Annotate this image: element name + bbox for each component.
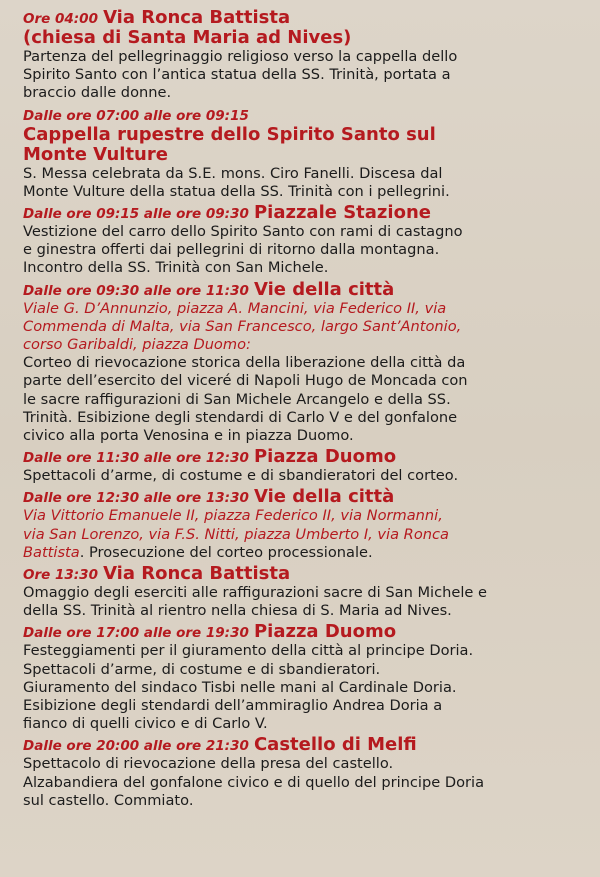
entry-title-line: Monte Vulture xyxy=(23,143,168,165)
entry-time: Dalle ore 20:00 alle ore 21:30 xyxy=(23,738,249,755)
entry-title: Via Ronca Battista xyxy=(103,7,291,28)
schedule-entry xyxy=(23,487,590,562)
entry-time: Dalle ore 12:30 alle ore 13:30 xyxy=(23,490,249,507)
schedule-entry xyxy=(23,735,590,810)
entry-description: Festeggiamenti per il giuramento della città al principe Doria. Spettacoli d’arme, di costume e di sbandieratori. Giuramento del sindaco Tisbi nelle mani al Cardinale Doria. Esibizione degli stendardi dell’ammiraglio Andrea Doria a fianco di quelli civico e di Carlo V. xyxy=(23,642,474,733)
entry-time: Dalle ore 09:15 alle ore 09:30 xyxy=(23,206,249,223)
entry-description: S. Messa celebrata da S.E. mons. Ciro Fanelli. Discesa dal Monte Vulture della statua della SS. Trinità con i pellegrini. xyxy=(23,164,450,200)
entry-title: Vie della città xyxy=(253,278,395,300)
entry-description-tail: . Prosecuzione del corteo processionale. xyxy=(79,543,373,561)
entry-title-line: Cappella rupestre dello Spirito Santo sul xyxy=(23,123,436,145)
schedule-entry xyxy=(23,105,590,201)
entry-time: Dalle ore 17:00 alle ore 19:30 xyxy=(23,625,249,642)
entry-description: Spettacoli d’arme, di costume e di sbandieratori del corteo. xyxy=(23,467,459,485)
entry-time: Dalle ore 09:30 alle ore 11:30 xyxy=(23,282,249,299)
entry-description: Omaggio degli eserciti alle raffigurazioni sacre di San Michele e della SS. Trinità al rientro nella chiesa di S. Maria ad Nives. xyxy=(23,584,488,620)
entry-title: Piazzale Stazione xyxy=(253,202,431,224)
entry-description: Vestizione del carro dello Spirito Santo con rami di castagno e ginestra offerti dai pellegrini di ritorno dalla montagna. Incontro della SS. Trinità con San Michele. xyxy=(23,223,463,277)
entry-title: Piazza Duomo xyxy=(253,621,397,643)
entry-title: Piazza Duomo xyxy=(253,446,397,468)
entry-title: Castello di Melfi xyxy=(253,734,417,756)
entry-time: Ore 04:00 xyxy=(23,11,98,27)
entry-description: Corteo di rievocazione storica della liberazione della città da parte dell’esercito del viceré di Napoli Hugo de Moncada con le sacre raffigurazioni di San Michele Arcangelo e della SS. Trinità. Esibizione degli stendardi di Carlo V e del gonfalone civico alla porta Venosina e in piazza Duomo. xyxy=(23,354,468,445)
entry-title-line: (chiesa di Santa Maria ad Nives) xyxy=(23,27,352,48)
entry-title: Via Ronca Battista xyxy=(103,563,291,585)
schedule-entry xyxy=(23,203,590,278)
schedule-entry xyxy=(23,622,590,733)
entry-route: Via Vittorio Emanuele II, piazza Federico II, via Normanni, via San Lorenzo, via F.S. Nitti, piazza Umberto I, via Ronca xyxy=(23,507,449,543)
entry-time: Dalle ore 11:30 alle ore 12:30 xyxy=(23,450,249,467)
schedule-entry xyxy=(23,8,590,103)
entry-description: Spettacolo di rievocazione della presa del castello. Alzabandiera del gonfalone civico e di quello del principe Doria sul castello. Commiato. xyxy=(23,755,485,809)
schedule-entry xyxy=(23,564,590,620)
entry-description xyxy=(23,544,590,562)
entry-title: Vie della città xyxy=(253,486,395,508)
schedule-entry xyxy=(23,280,590,446)
entry-time: Ore 13:30 xyxy=(23,567,98,584)
entry-time: Dalle ore 07:00 alle ore 09:15 xyxy=(23,107,249,124)
entry-route: Viale G. D’Annunzio, piazza A. Mancini, via Federico II, via Commenda di Malta, via San Francesco, largo Sant’Antonio, corso Garibaldi, piazza Duomo: xyxy=(23,299,462,354)
schedule-entry xyxy=(23,447,590,485)
entry-description: Partenza del pellegrinaggio religioso verso la cappella dello Spirito Santo con l’antica statua della SS. Trinità, portata a braccio dalle donne. xyxy=(23,48,458,102)
entry-route-tail: Battista xyxy=(23,543,80,561)
